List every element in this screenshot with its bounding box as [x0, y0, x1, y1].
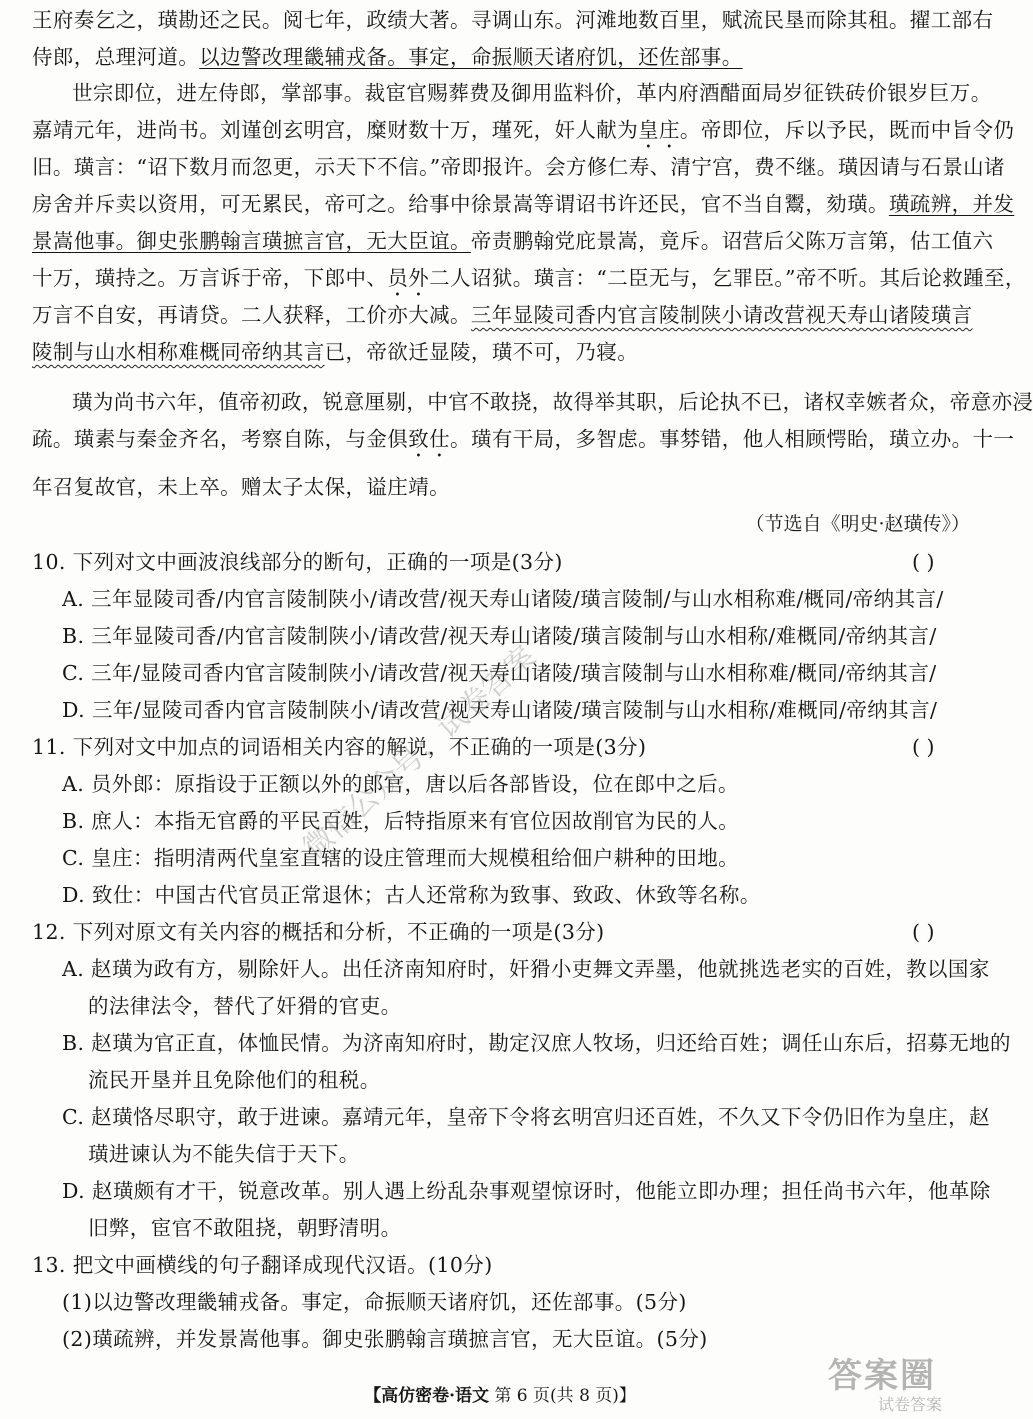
- translation-item-1: (1)以边警改理畿辅戎备。事定，命振顺天诸府饥，还佐部事。(5分): [62, 1290, 687, 1314]
- text: 二人诏狱。璜言：“二臣无与，乞罪臣。”帝不听。其后论救踵至，: [429, 266, 1026, 290]
- option-10-c: C. 三年/显陵司香内官言陵制陕小/请改营/视天寿山诸陵/璜言陵制与山水相称难/概同/帝纳其言/: [62, 661, 937, 685]
- text: 王府奏乞之，璜勘还之民。阅七年，政绩大著。寻调山东。河滩地数百里，赋流民垦而除其租。擢工部右: [32, 8, 994, 32]
- passage-line: [32, 227, 993, 255]
- dotted-word-yuanwai: 员外: [387, 266, 430, 290]
- dotted-word-huangzhuang: 皇庄: [638, 118, 680, 142]
- wavy-underlined-sentence: 三年显陵司香内官言陵制陕小请改营视天寿山诸陵璜言: [470, 303, 973, 327]
- option-11-b: B. 庶人：本指无官爵的平民百姓，后特指原来有官位因故削官为民的人。: [62, 809, 740, 833]
- text: 璜为尚书六年，值帝初政，锐意厘剔，中官不敢挠，故得举其职，后论执不已，诸权幸嫉者众，帝意亦浸: [72, 390, 1033, 414]
- text: 侍郎，总理河道。: [32, 45, 200, 69]
- text: 帝责鹏翰党庇景嵩，竟斥。诏营后父陈万言第，估工值六: [470, 229, 994, 253]
- text: 十万，璜持之。万言诉于帝，下郎中、: [32, 266, 388, 290]
- option-11-d: D. 致仕：中国古代官员正常退休；古人还常称为致事、致政、休致等名称。: [62, 883, 761, 907]
- site-logo-stamp: [820, 1348, 980, 1414]
- option-12-d-cont: 旧弊，宦官不敢阻挠，朝野清明。: [88, 1216, 402, 1240]
- text: 房舍并斥卖以资用，可无累民，帝可之。给事中徐景嵩等谓诏书许还民，官不当自鬻，劾璜。: [32, 192, 889, 216]
- passage-line: [32, 425, 1014, 462]
- option-10-a: A. 三年显陵司香/内官言陵制陕小/请改营/视天寿山诸陵/璜言陵制/与山水相称难/概同/帝纳其言/: [62, 587, 944, 611]
- dotted-word-zhishi: 致仕: [408, 427, 451, 451]
- underlined-sentence-1: 以边警改理畿辅戎备。事定，命振顺天诸府饥，还佐部事。: [199, 45, 743, 69]
- question-stem-11: 11. 下列对文中加点的词语相关内容的解说，不正确的一项是(3分): [32, 735, 647, 759]
- stamp-logo-text: 答案圈: [828, 1356, 936, 1396]
- passage-line: [32, 264, 1026, 301]
- passage-line: [32, 6, 993, 34]
- text: 旧。璜言：“诏下数月而忽更，示天下不信。”帝即报许。会方修仁寿、清宁宫，费不继。璜因请与石景山诸: [32, 155, 1005, 179]
- footer-brand: 【高仿密卷·语文: [364, 1386, 489, 1406]
- option-12-c-cont: 璜进谏认为不能失信于天下。: [88, 1142, 360, 1166]
- passage-line: [32, 190, 1014, 218]
- underlined-sentence-2: 景嵩他事。御史张鹏翰言璜摭言官，无大臣谊。: [32, 229, 471, 253]
- option-12-a: A. 赵璜为政有方，剔除奸人。出任济南知府时，奸猾小吏舞文弄墨，他就挑选老实的百姓，教以国家: [62, 957, 990, 981]
- question-stem-12: 12. 下列对原文有关内容的概括和分析，不正确的一项是(3分): [32, 920, 605, 944]
- watermark-text: 试卷答案: [430, 639, 543, 746]
- answer-blank-10[interactable]: ( ): [912, 550, 935, 574]
- passage-line: [32, 301, 973, 329]
- text: 世宗即位，进左侍郎，掌部事。裁宦官赐葬费及御用监料价，革内府酒醋面局岁征铁砖价银岁巨万。: [72, 81, 992, 105]
- text: 万言不自安，再请贷。二人获释，工价亦大减。: [32, 303, 471, 327]
- underlined-sentence-2: 璜疏辨，并发: [888, 192, 1015, 216]
- option-10-d: D. 三年/显陵司香内官言陵制陕小/请改营/视天寿山诸陵/璜言陵制与山水相称/难概同/帝纳其言/: [62, 698, 938, 722]
- passage-line: [32, 43, 743, 71]
- passage-line: [32, 153, 1005, 181]
- passage-line: [32, 116, 1014, 153]
- passage-line: [72, 388, 1033, 416]
- translation-item-2: (2)璜疏辨，并发景嵩他事。御史张鹏翰言璜摭言官，无大臣谊。(5分): [62, 1327, 708, 1351]
- text: 年召复故官，未上卒。赠太子太保，谥庄靖。: [32, 475, 450, 499]
- passage-source: （节选自《明史·赵璜传》）: [745, 513, 970, 535]
- watermark-text: 微信公众号：: [296, 719, 454, 867]
- footer-page-number: 第 6 页(共 8 页)】: [494, 1386, 636, 1406]
- text: 。璜有干局，多智虑。事棼错，他人相顾愕眙，璜立办。十一: [450, 427, 1015, 451]
- option-12-a-cont: 的法律法令，替代了奸猾的官吏。: [88, 994, 402, 1018]
- option-11-a: A. 员外郎：原指设于正额以外的郎官，唐以后各部皆设，位在郎中之后。: [62, 772, 739, 796]
- passage-line: [32, 338, 638, 366]
- text: 已，帝欲迁显陵，璜不可，乃寝。: [324, 340, 639, 364]
- option-12-d: D. 赵璜颇有才干，锐意改革。别人遇上纷乱杂事观望惊讶时，他能立即办理；担任尚书六年，他革除: [62, 1179, 991, 1203]
- text: 疏。璜素与秦金齐名，考察自陈，与金俱: [32, 427, 409, 451]
- option-12-c: C. 赵璜恪尽职守，敢于进谏。嘉靖元年，皇帝下令将玄明宫归还百姓，不久又下令仍旧作为皇庄，赵: [62, 1105, 990, 1129]
- answer-blank-11[interactable]: ( ): [912, 735, 935, 759]
- question-stem-10: 10. 下列对文中画波浪线部分的断句，正确的一项是(3分): [32, 550, 563, 574]
- text: 。帝即位，斥以予民，既而中旨令仍: [679, 118, 1015, 142]
- option-10-b: B. 三年显陵司香/内官言陵制陕小/请改营/视天寿山诸陵/璜言陵制与山水相称/难概同/帝纳其言/: [62, 624, 937, 648]
- stamp-caption: 试卷答案: [878, 1395, 943, 1414]
- answer-blank-12[interactable]: ( ): [912, 920, 935, 944]
- option-12-b: B. 赵璜为官正直，体恤民情。为济南知府时，勘定汉庶人牧场，归还给百姓；调任山东后，招募无地的: [62, 1031, 1011, 1055]
- question-stem-13: 13. 把文中画横线的句子翻译成现代汉语。(10分): [32, 1253, 493, 1277]
- passage-line: [72, 79, 992, 107]
- text: 嘉靖元年，进尚书。刘谨创玄明宫，糜财数十万，瑾死，奸人献为: [32, 118, 639, 142]
- wavy-underlined-sentence: 陵制与山水相称难概同帝纳其言: [32, 340, 325, 364]
- option-12-b-cont: 流民开垦并且免除他们的租税。: [88, 1068, 381, 1092]
- passage-line: [32, 473, 450, 501]
- option-11-c: C. 皇庄：指明清两代皇室直辖的设庄管理而大规模租给佃户耕种的田地。: [62, 846, 740, 870]
